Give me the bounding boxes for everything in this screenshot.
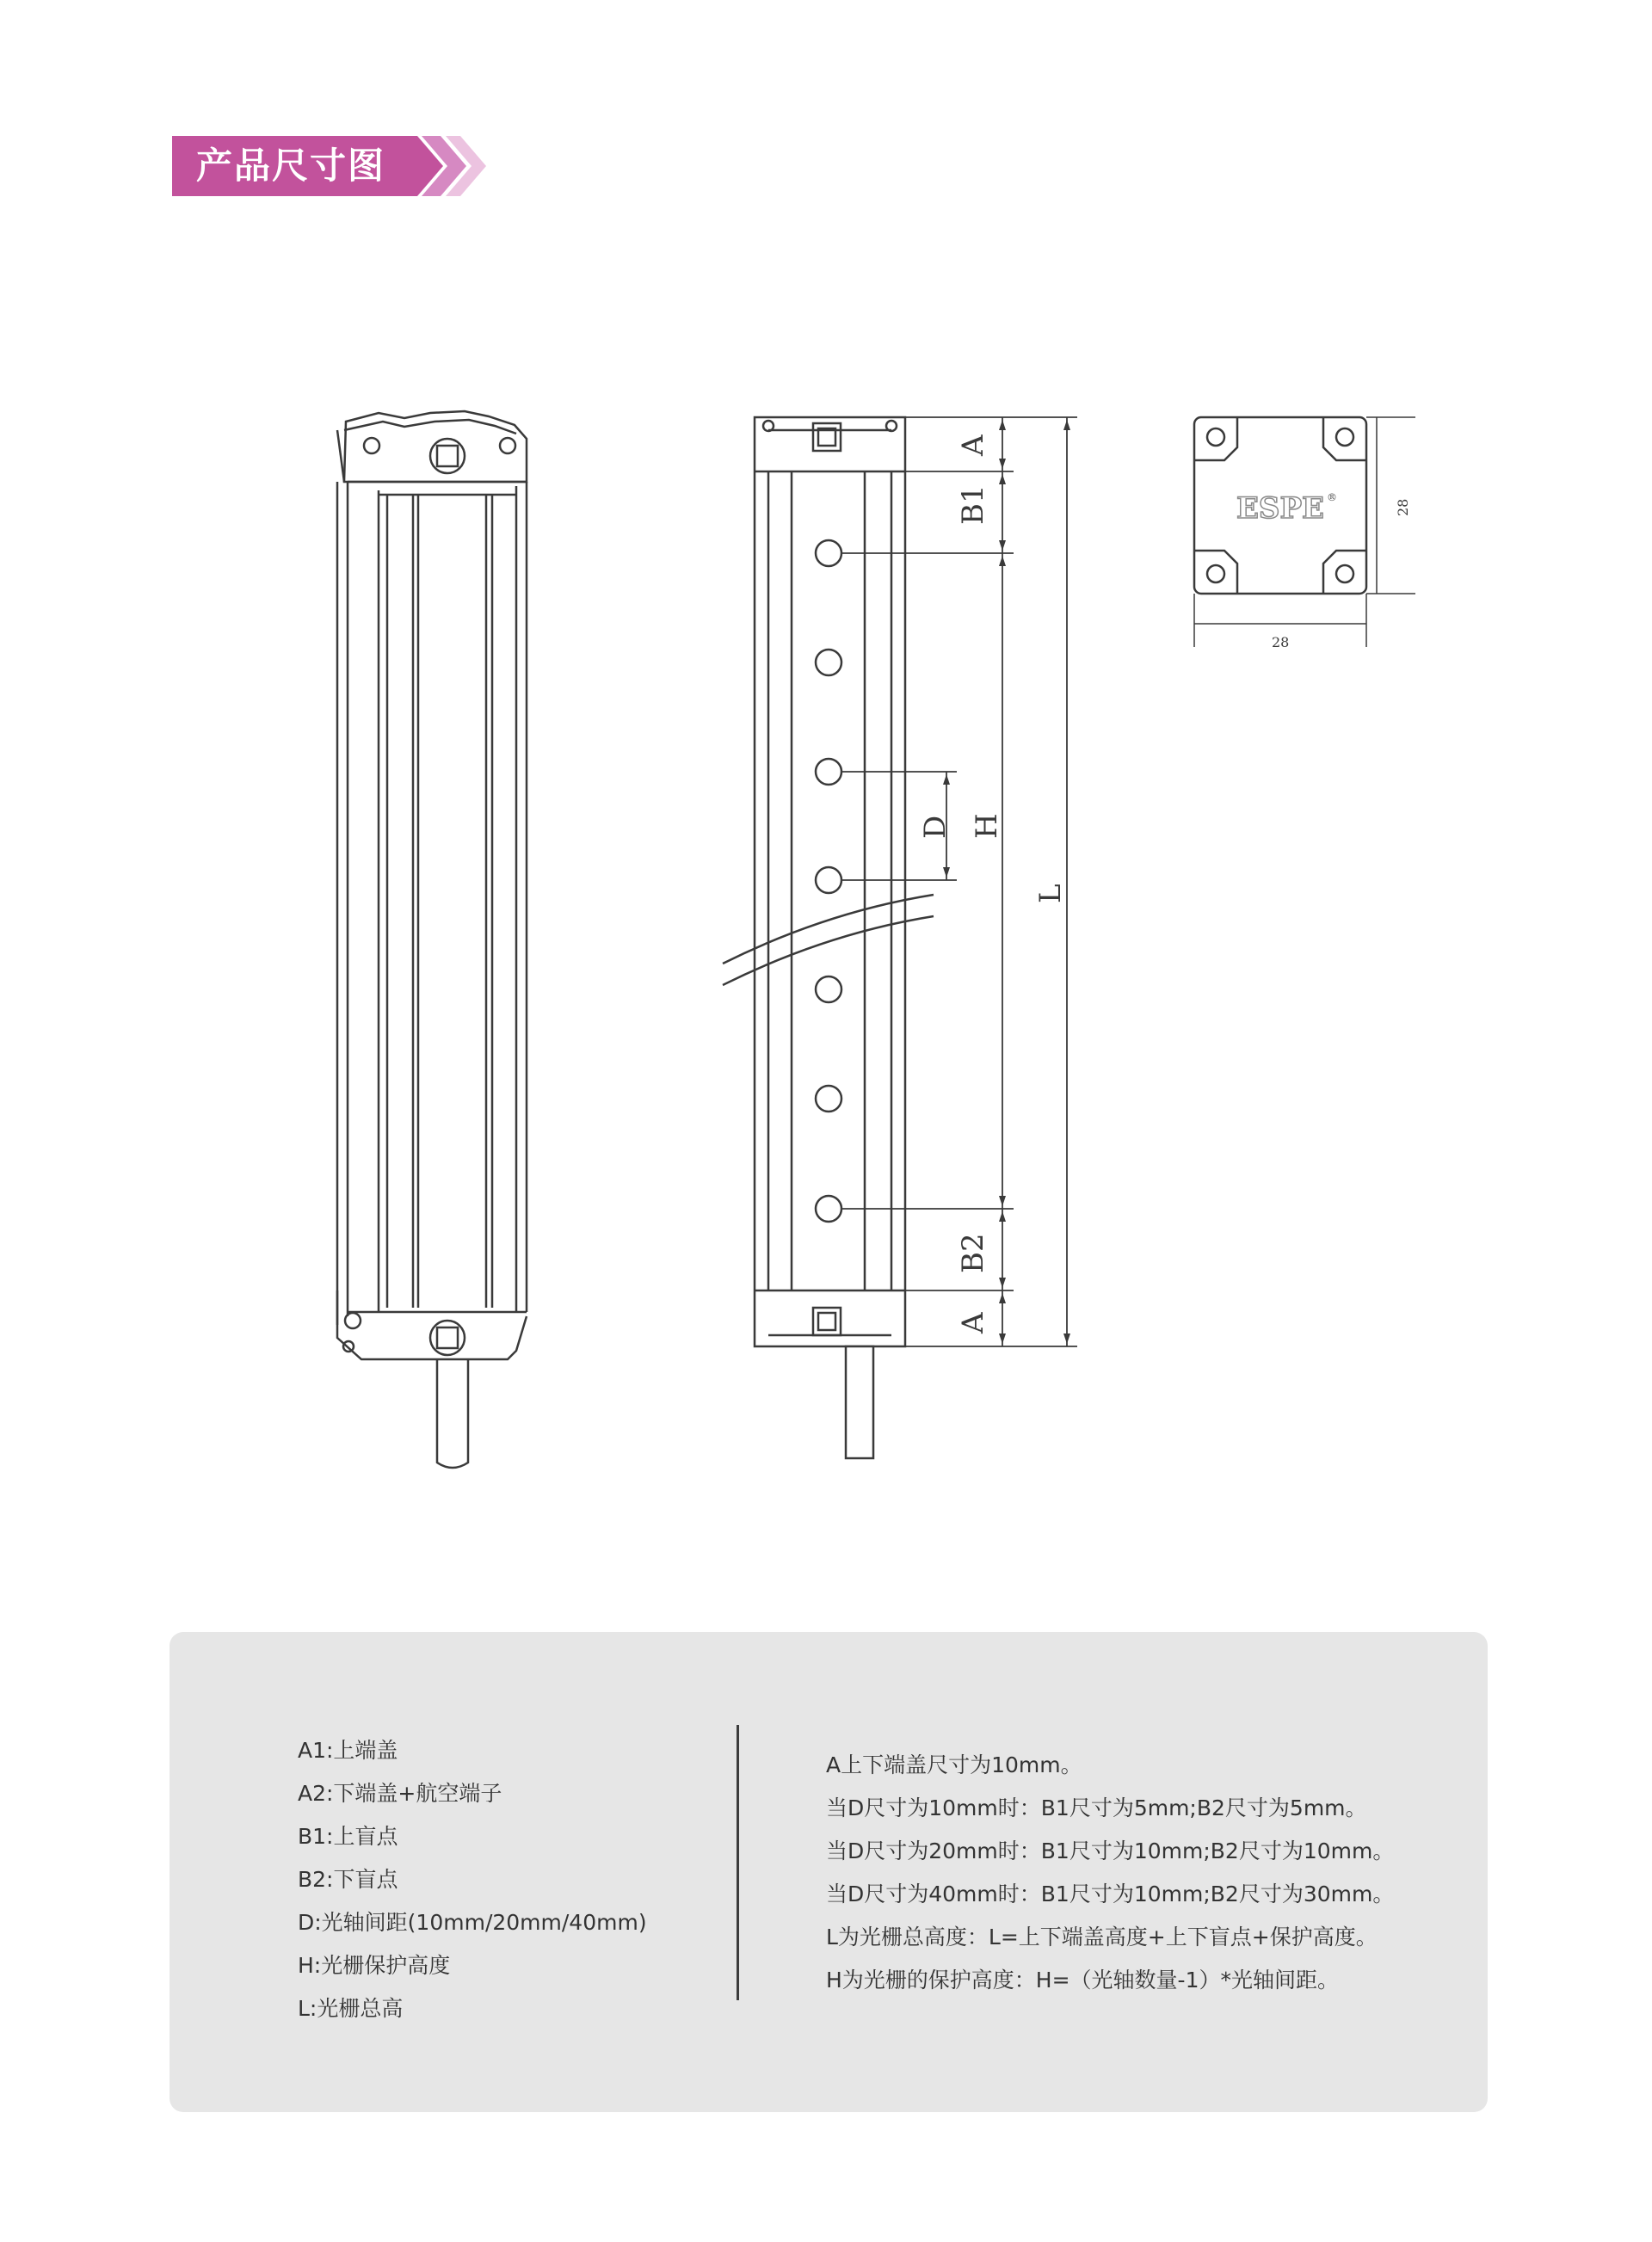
label-d: D bbox=[918, 815, 952, 839]
section-title: 产品尺寸图 bbox=[196, 145, 386, 187]
legend-item: B2:下盲点 bbox=[298, 1867, 398, 1892]
registered-mark: ® bbox=[1327, 491, 1337, 503]
beam-circles bbox=[816, 540, 841, 1222]
legend-item: L:光栅总高 bbox=[298, 1996, 404, 2021]
legend-note: 当D尺寸为40mm时：B1尺寸为10mm;B2尺寸为30mm。 bbox=[826, 1882, 1395, 1906]
end-view-width: 28 bbox=[1272, 634, 1290, 650]
dimension-arrows bbox=[943, 420, 1070, 1344]
legend-item: H:光栅保护高度 bbox=[298, 1953, 451, 1978]
legend-note: 当D尺寸为10mm时：B1尺寸为5mm;B2尺寸为5mm。 bbox=[826, 1795, 1367, 1820]
label-b1: B1 bbox=[956, 484, 990, 525]
label-h: H bbox=[970, 813, 1004, 839]
legend-item: A1:上端盖 bbox=[298, 1738, 398, 1763]
legend-note: 当D尺寸为20mm时：B1尺寸为10mm;B2尺寸为10mm。 bbox=[826, 1839, 1395, 1863]
dimension-lines bbox=[841, 417, 1077, 1346]
label-a-top: A bbox=[956, 434, 990, 456]
legend-notes bbox=[826, 1744, 1394, 2002]
legend-definitions bbox=[298, 1729, 647, 2030]
label-l: L bbox=[1033, 884, 1068, 903]
legend-item: D:光轴间距(10mm/20mm/40mm) bbox=[298, 1910, 647, 1935]
legend-item: B1:上盲点 bbox=[298, 1824, 398, 1849]
legend-divider bbox=[737, 1725, 739, 2000]
legend-note: L为光栅总高度：L=上下端盖高度+上下盲点+保护高度。 bbox=[826, 1925, 1378, 1949]
dimension-text bbox=[918, 434, 1068, 1334]
end-view bbox=[1194, 417, 1415, 650]
perspective-view bbox=[337, 411, 527, 1468]
end-view-height: 28 bbox=[1395, 498, 1411, 516]
label-b2: B2 bbox=[956, 1233, 990, 1273]
legend-note: A上下端盖尺寸为10mm。 bbox=[826, 1752, 1082, 1777]
label-a-bottom: A bbox=[956, 1312, 990, 1333]
legend-note: H为光栅的保护高度：H=（光轴数量-1）*光轴间距。 bbox=[826, 1968, 1339, 1993]
espe-logo: ESPE bbox=[1236, 491, 1324, 526]
legend-item: A2:下端盖+航空端子 bbox=[298, 1781, 502, 1806]
front-view bbox=[723, 417, 934, 1458]
